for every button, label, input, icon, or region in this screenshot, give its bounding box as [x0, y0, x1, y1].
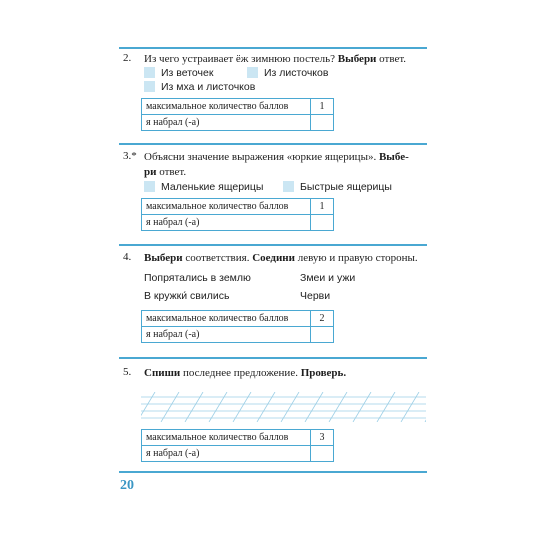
- got-score-label: я набрал (-а): [142, 215, 311, 231]
- page-number: 20: [120, 478, 134, 493]
- q4-number: 4.: [123, 251, 132, 263]
- got-score-input[interactable]: [311, 446, 334, 462]
- max-score-value: 2: [311, 311, 334, 327]
- q3-option-2-checkbox[interactable]: [283, 181, 294, 192]
- divider-q5: [119, 357, 427, 359]
- q4-score-table: [141, 310, 334, 343]
- got-score-input[interactable]: [311, 215, 334, 231]
- q3-option-2: Быстрые ящерицы: [300, 181, 392, 193]
- handwriting-lines-svg: [141, 392, 426, 422]
- q2-text: Из чего устраивает ёж зимнюю постель? Выбери ответ.: [144, 53, 407, 65]
- q2-option-3-checkbox[interactable]: [144, 81, 155, 92]
- got-score-label: я набрал (-а): [142, 115, 311, 131]
- q2-number: 2.: [123, 52, 132, 64]
- q4-text: Выбери соответствия. Соедини левую и правую стороны.: [144, 252, 418, 264]
- q2-option-3: Из мха и листочков: [161, 81, 256, 93]
- q4-right-item-2[interactable]: Черви: [300, 290, 331, 302]
- max-score-label: максимальное количество баллов: [142, 199, 311, 215]
- max-score-label: максимальное количество баллов: [142, 99, 311, 115]
- q5-score-table: [141, 429, 334, 462]
- divider-bottom: [119, 471, 427, 473]
- got-score-input[interactable]: [311, 327, 334, 343]
- q5-text: Спиши последнее предложение. Проверь.: [144, 367, 347, 379]
- q2-option-1: Из веточек: [161, 67, 214, 79]
- got-score-label: я набрал (-а): [142, 446, 311, 462]
- max-score-value: 1: [311, 199, 334, 215]
- q4-right-item-1[interactable]: Змеи и ужи: [300, 272, 356, 284]
- q2-score-table: [141, 98, 334, 131]
- q3-score-table: [141, 198, 334, 231]
- max-score-value: 3: [311, 430, 334, 446]
- q2-option-2: Из листочков: [264, 67, 329, 79]
- q3-number: 3.*: [123, 150, 137, 162]
- divider-q3: [119, 143, 427, 145]
- got-score-label: я набрал (-а): [142, 327, 311, 343]
- q4-left-item-2[interactable]: В кружки́ свились: [144, 290, 230, 302]
- handwriting-lines[interactable]: [141, 392, 426, 422]
- q4-left-item-1[interactable]: Попрятались в землю: [144, 272, 251, 284]
- q2-option-2-checkbox[interactable]: [247, 67, 258, 78]
- max-score-label: максимальное количество баллов: [142, 311, 311, 327]
- q3-option-1-checkbox[interactable]: [144, 181, 155, 192]
- divider-q2: [119, 47, 427, 49]
- q5-number: 5.: [123, 366, 132, 378]
- max-score-label: максимальное количество баллов: [142, 430, 311, 446]
- divider-q4: [119, 244, 427, 246]
- q3-option-1: Маленькие ящерицы: [161, 181, 264, 193]
- q2-option-1-checkbox[interactable]: [144, 67, 155, 78]
- got-score-input[interactable]: [311, 115, 334, 131]
- q3-text: Объясни значение выражения «юркие ящерицы». Выбе- ри ответ.: [144, 151, 409, 178]
- max-score-value: 1: [311, 99, 334, 115]
